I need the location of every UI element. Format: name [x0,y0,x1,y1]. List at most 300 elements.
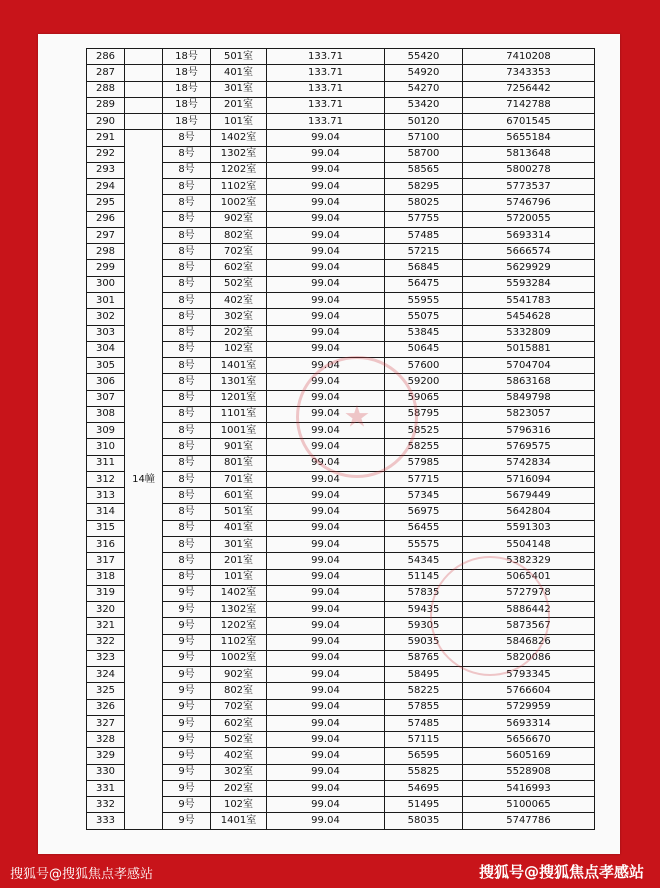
cell-index: 315 [87,520,125,536]
cell-unit: 8号 [163,536,211,552]
cell-unit: 8号 [163,244,211,260]
cell-unit-price: 56455 [385,520,463,536]
cell-unit: 8号 [163,341,211,357]
cell-unit: 8号 [163,260,211,276]
cell-total-price: 5629929 [463,260,595,276]
cell-total-price: 5528908 [463,764,595,780]
table-row [87,244,595,260]
cell-total-price: 5454628 [463,309,595,325]
table-row [87,683,595,699]
table-row [87,358,595,374]
cell-area: 133.71 [267,97,385,113]
table-row [87,488,595,504]
table-row [87,114,595,130]
cell-index: 317 [87,553,125,569]
cell-room: 502室 [211,276,267,292]
cell-total-price: 5382329 [463,553,595,569]
cell-unit-price: 57485 [385,227,463,243]
cell-unit: 9号 [163,699,211,715]
table-row [87,292,595,308]
cell-total-price: 5813648 [463,146,595,162]
cell-unit-price: 58765 [385,650,463,666]
cell-unit: 8号 [163,195,211,211]
cell-area: 99.04 [267,439,385,455]
cell-total-price: 5593284 [463,276,595,292]
cell-index: 312 [87,471,125,487]
cell-total-price: 5416993 [463,780,595,796]
cell-total-price: 5693314 [463,715,595,731]
cell-room: 602室 [211,260,267,276]
cell-total-price: 5873567 [463,618,595,634]
cell-total-price: 5863168 [463,374,595,390]
cell-total-price: 5729959 [463,699,595,715]
cell-unit: 8号 [163,179,211,195]
table-row [87,667,595,683]
cell-index: 292 [87,146,125,162]
cell-unit: 9号 [163,780,211,796]
table-row [87,471,595,487]
cell-area: 133.71 [267,65,385,81]
cell-room: 401室 [211,520,267,536]
cell-unit-price: 57755 [385,211,463,227]
cell-total-price: 5541783 [463,292,595,308]
cell-area: 133.71 [267,81,385,97]
cell-room: 201室 [211,97,267,113]
cell-area: 99.04 [267,683,385,699]
cell-unit-price: 57855 [385,699,463,715]
cell-area: 99.04 [267,358,385,374]
cell-index: 319 [87,585,125,601]
cell-unit: 9号 [163,634,211,650]
cell-total-price: 5773537 [463,179,595,195]
cell-unit-price: 57215 [385,244,463,260]
cell-area: 99.04 [267,618,385,634]
table-row [87,97,595,113]
table-row [87,520,595,536]
table-row [87,276,595,292]
cell-total-price: 5693314 [463,227,595,243]
cell-room: 1202室 [211,162,267,178]
cell-area: 99.04 [267,162,385,178]
price-table [86,48,595,830]
cell-room: 101室 [211,569,267,585]
cell-total-price: 5820086 [463,650,595,666]
cell-unit: 8号 [163,325,211,341]
cell-area: 99.04 [267,488,385,504]
cell-area: 99.04 [267,520,385,536]
cell-area: 99.04 [267,471,385,487]
cell-unit-price: 59435 [385,602,463,618]
cell-area: 99.04 [267,764,385,780]
cell-building-blank [125,81,163,97]
cell-unit: 9号 [163,585,211,601]
cell-room: 401室 [211,65,267,81]
table-row [87,374,595,390]
cell-index: 290 [87,114,125,130]
cell-room: 1202室 [211,618,267,634]
table-row [87,715,595,731]
cell-area: 99.04 [267,179,385,195]
cell-room: 501室 [211,49,267,65]
table-row [87,602,595,618]
cell-unit-price: 53845 [385,325,463,341]
cell-unit-price: 54345 [385,553,463,569]
table-row [87,650,595,666]
cell-room: 1401室 [211,358,267,374]
cell-unit-price: 57100 [385,130,463,146]
cell-index: 299 [87,260,125,276]
cell-unit-price: 58795 [385,406,463,422]
cell-unit-price: 56595 [385,748,463,764]
document-page [38,34,620,854]
table-row [87,130,595,146]
cell-room: 702室 [211,699,267,715]
cell-total-price: 5849798 [463,390,595,406]
table-row [87,813,595,829]
cell-area: 99.04 [267,244,385,260]
cell-total-price: 5666574 [463,244,595,260]
cell-total-price: 5846826 [463,634,595,650]
cell-unit-price: 55955 [385,292,463,308]
cell-index: 294 [87,179,125,195]
cell-unit: 8号 [163,358,211,374]
cell-unit: 8号 [163,227,211,243]
cell-unit-price: 58565 [385,162,463,178]
cell-index: 328 [87,732,125,748]
cell-index: 321 [87,618,125,634]
cell-room: 201室 [211,553,267,569]
cell-unit-price: 59065 [385,390,463,406]
cell-unit: 9号 [163,797,211,813]
cell-total-price: 5716094 [463,471,595,487]
cell-area: 99.04 [267,569,385,585]
cell-unit: 9号 [163,650,211,666]
cell-unit: 8号 [163,455,211,471]
cell-room: 1201室 [211,390,267,406]
cell-unit-price: 59035 [385,634,463,650]
table-row [87,732,595,748]
table-row [87,536,595,552]
cell-room: 202室 [211,325,267,341]
cell-room: 1002室 [211,650,267,666]
cell-area: 99.04 [267,390,385,406]
cell-index: 300 [87,276,125,292]
cell-room: 801室 [211,455,267,471]
cell-unit: 18号 [163,49,211,65]
cell-area: 99.04 [267,211,385,227]
cell-unit: 18号 [163,81,211,97]
cell-area: 99.04 [267,325,385,341]
cell-room: 402室 [211,748,267,764]
cell-area: 99.04 [267,536,385,552]
cell-total-price: 5504148 [463,536,595,552]
cell-total-price: 5704704 [463,358,595,374]
cell-total-price: 5642804 [463,504,595,520]
cell-room: 501室 [211,504,267,520]
cell-total-price: 5727978 [463,585,595,601]
table-row [87,455,595,471]
cell-unit: 8号 [163,292,211,308]
table-row [87,81,595,97]
cell-area: 99.04 [267,374,385,390]
cell-index: 327 [87,715,125,731]
cell-total-price: 5747786 [463,813,595,829]
cell-unit: 8号 [163,504,211,520]
cell-building: 14幢 [125,130,163,829]
cell-index: 330 [87,764,125,780]
cell-room: 302室 [211,764,267,780]
cell-unit-price: 56975 [385,504,463,520]
cell-area: 133.71 [267,49,385,65]
cell-unit: 8号 [163,146,211,162]
watermark-left: 搜狐号@搜狐焦点孝感站 [10,867,154,882]
cell-unit-price: 58525 [385,423,463,439]
cell-index: 301 [87,292,125,308]
cell-unit-price: 58035 [385,813,463,829]
cell-area: 99.04 [267,276,385,292]
cell-unit-price: 50645 [385,341,463,357]
cell-index: 326 [87,699,125,715]
cell-total-price: 5796316 [463,423,595,439]
cell-area: 99.04 [267,341,385,357]
cell-unit: 8号 [163,423,211,439]
table-row [87,764,595,780]
cell-building-blank [125,65,163,81]
cell-unit: 8号 [163,309,211,325]
cell-index: 311 [87,455,125,471]
cell-room: 1402室 [211,585,267,601]
cell-index: 323 [87,650,125,666]
cell-unit: 8号 [163,439,211,455]
cell-index: 296 [87,211,125,227]
cell-index: 308 [87,406,125,422]
table-row [87,146,595,162]
cell-area: 99.04 [267,748,385,764]
cell-room: 1002室 [211,195,267,211]
cell-unit: 8号 [163,488,211,504]
cell-unit-price: 54695 [385,780,463,796]
cell-unit: 9号 [163,715,211,731]
cell-unit: 18号 [163,114,211,130]
cell-total-price: 5720055 [463,211,595,227]
cell-unit-price: 57600 [385,358,463,374]
cell-total-price: 5886442 [463,602,595,618]
cell-unit-price: 54270 [385,81,463,97]
cell-total-price: 7142788 [463,97,595,113]
cell-area: 99.04 [267,260,385,276]
cell-index: 304 [87,341,125,357]
cell-unit-price: 53420 [385,97,463,113]
table-row [87,162,595,178]
table-row [87,699,595,715]
cell-room: 1102室 [211,634,267,650]
cell-unit-price: 56475 [385,276,463,292]
table-row [87,49,595,65]
cell-area: 133.71 [267,114,385,130]
cell-index: 329 [87,748,125,764]
cell-total-price: 5591303 [463,520,595,536]
table-row [87,553,595,569]
cell-index: 307 [87,390,125,406]
table-row [87,179,595,195]
cell-room: 1101室 [211,406,267,422]
price-table-body [87,49,595,830]
cell-room: 601室 [211,488,267,504]
cell-room: 202室 [211,780,267,796]
stamp-star-icon: ★ [343,399,371,435]
cell-unit: 8号 [163,374,211,390]
cell-room: 902室 [211,667,267,683]
cell-unit-price: 57345 [385,488,463,504]
table-row [87,504,595,520]
cell-unit-price: 59305 [385,618,463,634]
cell-area: 99.04 [267,146,385,162]
table-row [87,341,595,357]
cell-total-price: 5332809 [463,325,595,341]
cell-total-price: 7343353 [463,65,595,81]
cell-total-price: 5015881 [463,341,595,357]
cell-index: 331 [87,780,125,796]
cell-unit-price: 57115 [385,732,463,748]
table-row [87,260,595,276]
table-row [87,748,595,764]
cell-index: 286 [87,49,125,65]
cell-total-price: 5065401 [463,569,595,585]
cell-building-blank [125,97,163,113]
cell-index: 325 [87,683,125,699]
cell-unit: 9号 [163,732,211,748]
cell-unit-price: 58225 [385,683,463,699]
table-row [87,390,595,406]
table-row [87,211,595,227]
cell-building-blank [125,114,163,130]
cell-index: 324 [87,667,125,683]
cell-area: 99.04 [267,227,385,243]
cell-unit: 8号 [163,569,211,585]
cell-area: 99.04 [267,195,385,211]
cell-area: 99.04 [267,130,385,146]
cell-index: 320 [87,602,125,618]
cell-unit: 8号 [163,406,211,422]
cell-room: 102室 [211,341,267,357]
cell-unit: 18号 [163,65,211,81]
cell-area: 99.04 [267,732,385,748]
cell-index: 313 [87,488,125,504]
cell-total-price: 5823057 [463,406,595,422]
cell-area: 99.04 [267,813,385,829]
cell-unit: 8号 [163,162,211,178]
cell-room: 301室 [211,81,267,97]
cell-unit-price: 50120 [385,114,463,130]
cell-room: 901室 [211,439,267,455]
table-row [87,439,595,455]
cell-area: 99.04 [267,585,385,601]
cell-unit: 8号 [163,276,211,292]
table-row [87,780,595,796]
cell-area: 99.04 [267,423,385,439]
cell-area: 99.04 [267,797,385,813]
cell-unit: 8号 [163,520,211,536]
cell-unit-price: 58255 [385,439,463,455]
cell-room: 701室 [211,471,267,487]
cell-total-price: 5100065 [463,797,595,813]
cell-unit: 8号 [163,211,211,227]
cell-room: 902室 [211,211,267,227]
cell-unit-price: 57715 [385,471,463,487]
cell-unit: 8号 [163,553,211,569]
cell-unit: 9号 [163,618,211,634]
table-row [87,227,595,243]
cell-room: 101室 [211,114,267,130]
cell-index: 293 [87,162,125,178]
table-row [87,309,595,325]
cell-area: 99.04 [267,650,385,666]
cell-index: 306 [87,374,125,390]
cell-unit-price: 58025 [385,195,463,211]
table-row [87,569,595,585]
cell-total-price: 5679449 [463,488,595,504]
table-row [87,406,595,422]
cell-room: 802室 [211,227,267,243]
cell-room: 1401室 [211,813,267,829]
cell-unit-price: 55420 [385,49,463,65]
cell-room: 1001室 [211,423,267,439]
cell-total-price: 5605169 [463,748,595,764]
cell-room: 702室 [211,244,267,260]
cell-unit: 9号 [163,748,211,764]
cell-total-price: 5800278 [463,162,595,178]
cell-index: 295 [87,195,125,211]
cell-unit-price: 58295 [385,179,463,195]
cell-index: 298 [87,244,125,260]
cell-area: 99.04 [267,634,385,650]
cell-total-price: 5746796 [463,195,595,211]
cell-total-price: 5656670 [463,732,595,748]
cell-total-price: 7410208 [463,49,595,65]
cell-unit-price: 51495 [385,797,463,813]
cell-unit: 8号 [163,390,211,406]
cell-area: 99.04 [267,553,385,569]
cell-room: 602室 [211,715,267,731]
cell-unit: 18号 [163,97,211,113]
cell-unit-price: 57835 [385,585,463,601]
table-row [87,618,595,634]
table-row [87,195,595,211]
cell-unit-price: 57985 [385,455,463,471]
table-row [87,423,595,439]
cell-room: 502室 [211,732,267,748]
cell-total-price: 7256442 [463,81,595,97]
cell-unit-price: 59200 [385,374,463,390]
cell-unit-price: 55075 [385,309,463,325]
cell-area: 99.04 [267,309,385,325]
cell-room: 302室 [211,309,267,325]
cell-index: 316 [87,536,125,552]
cell-room: 1402室 [211,130,267,146]
table-row [87,325,595,341]
cell-index: 309 [87,423,125,439]
cell-unit-price: 55825 [385,764,463,780]
cell-unit-price: 54920 [385,65,463,81]
cell-unit-price: 58700 [385,146,463,162]
cell-unit: 9号 [163,602,211,618]
cell-area: 99.04 [267,667,385,683]
table-row [87,65,595,81]
cell-total-price: 5742834 [463,455,595,471]
cell-unit: 8号 [163,471,211,487]
cell-index: 297 [87,227,125,243]
cell-index: 291 [87,130,125,146]
